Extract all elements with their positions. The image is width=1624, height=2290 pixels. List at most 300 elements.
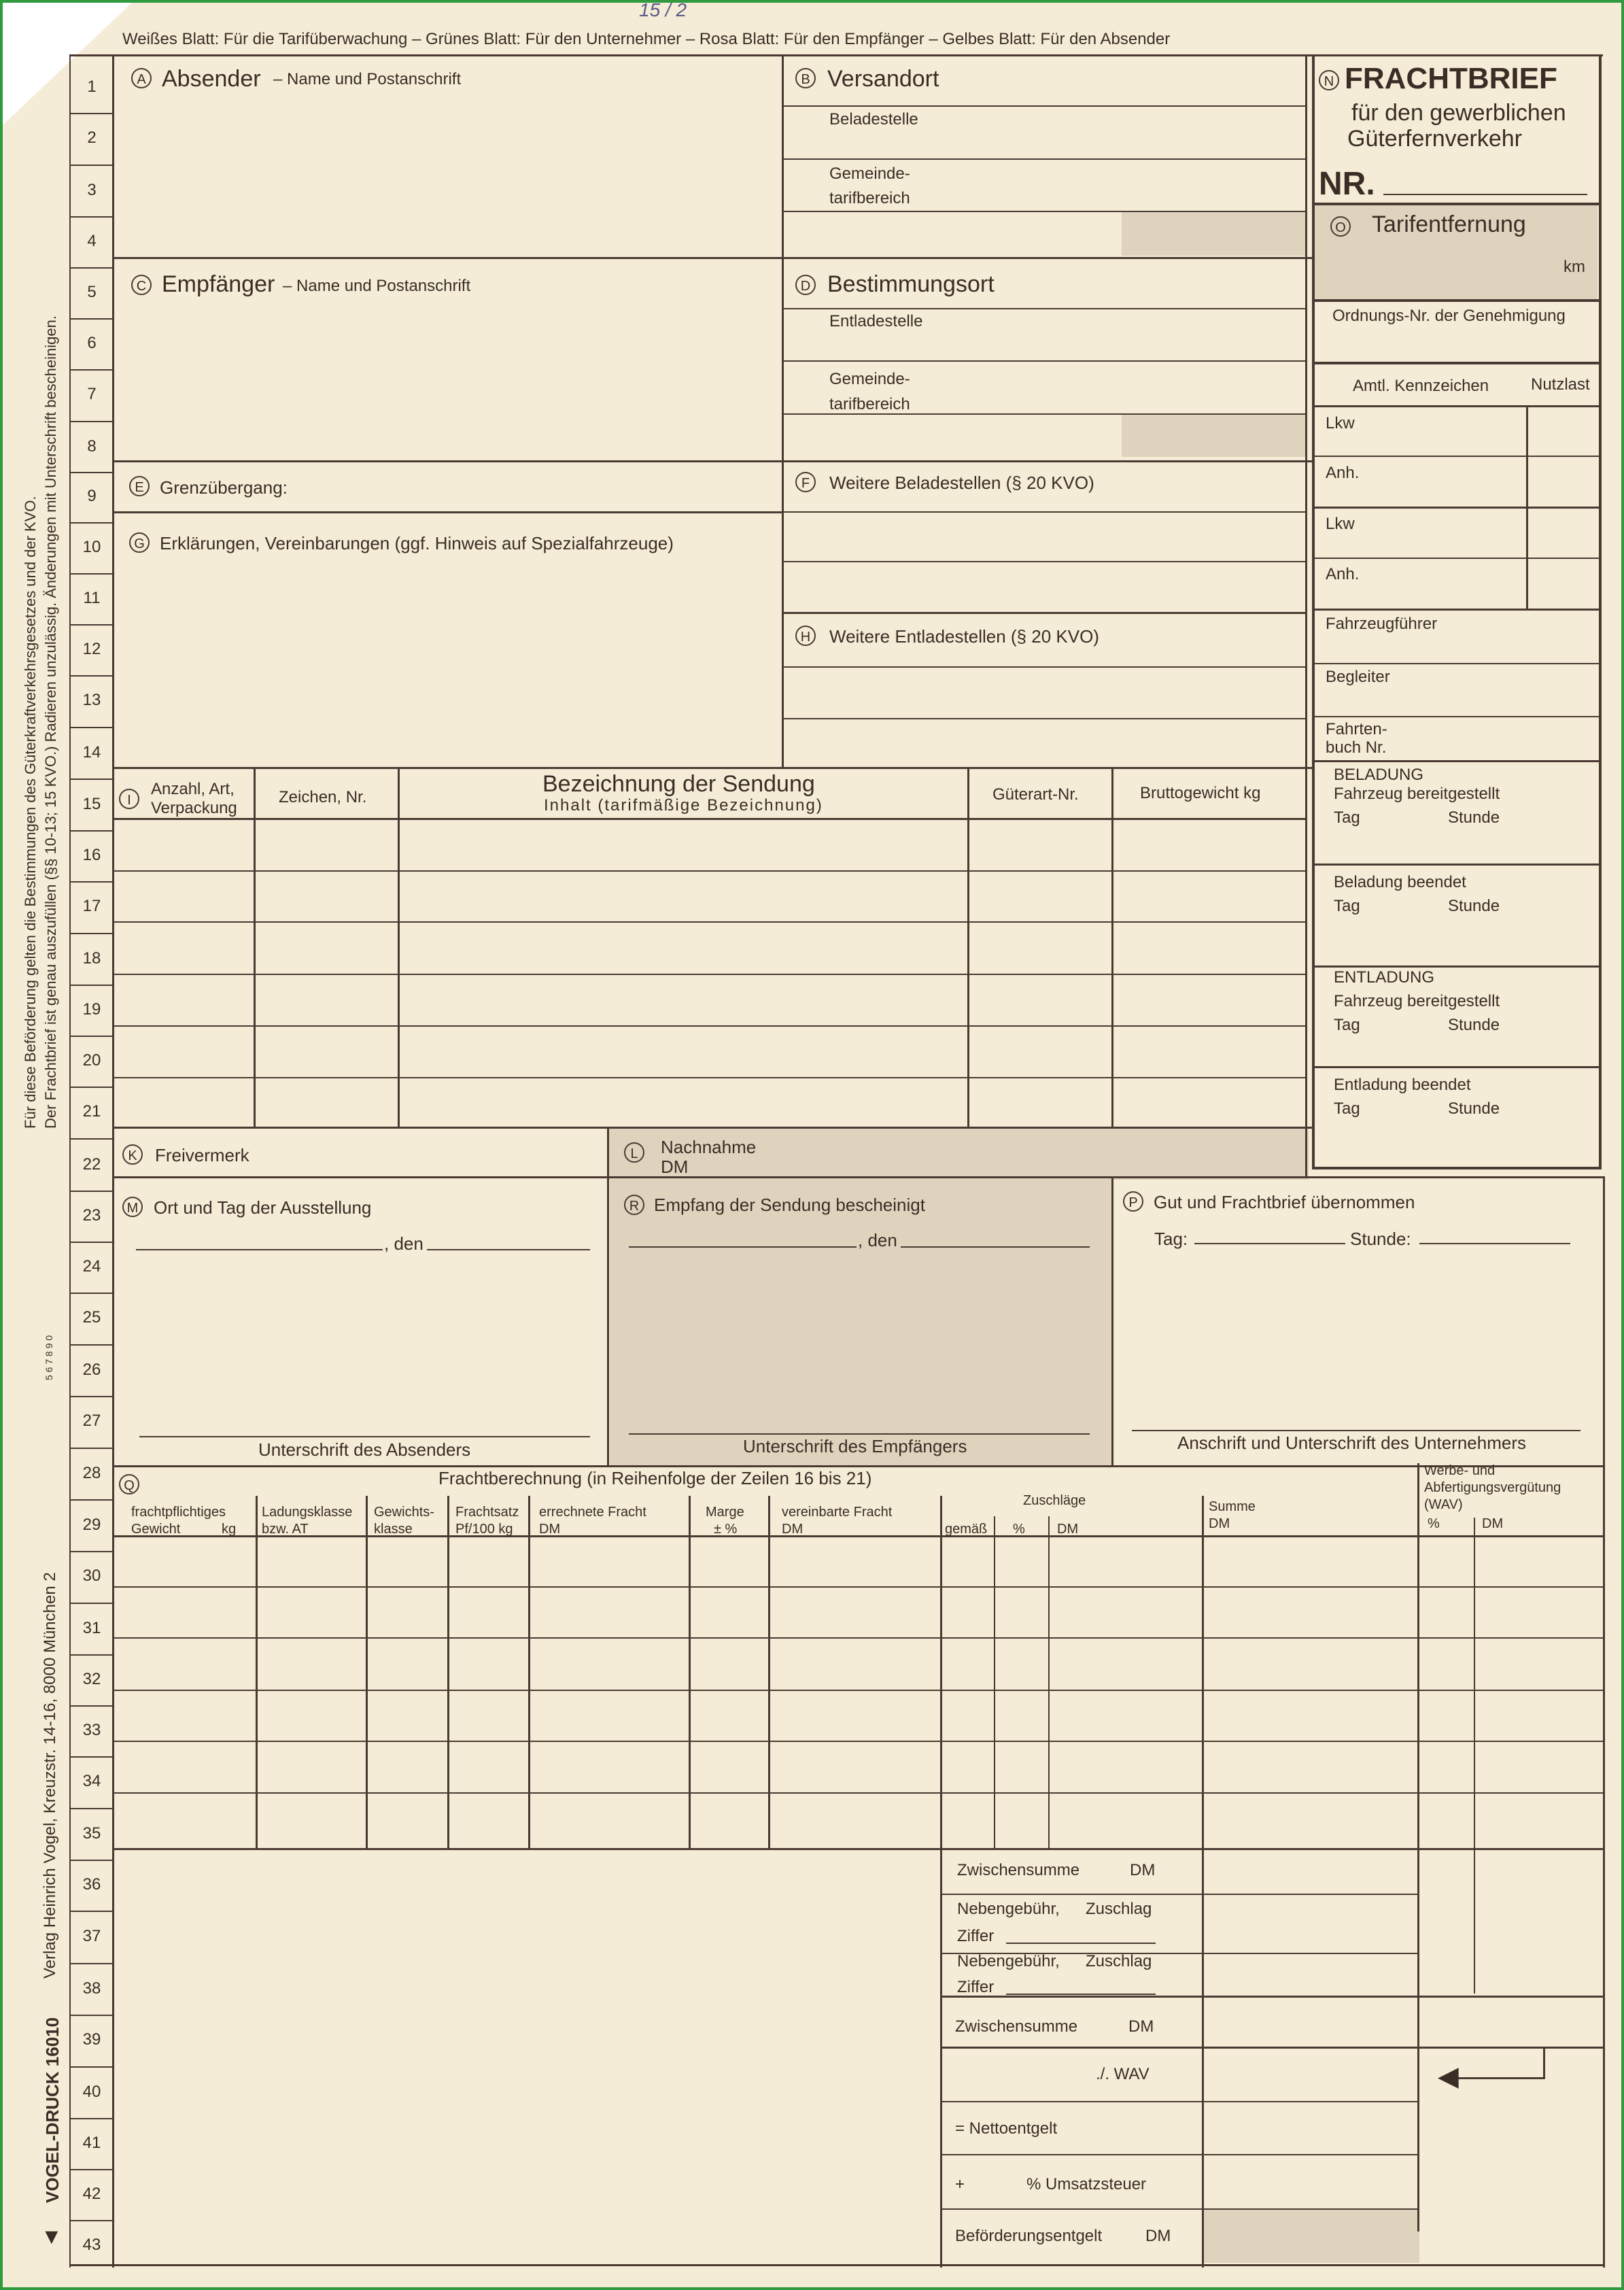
- line: [112, 1741, 1603, 1742]
- beladung-bereit: Fahrzeug bereitgestellt: [1334, 785, 1500, 803]
- row-divider: [71, 1293, 112, 1294]
- line: [768, 1496, 770, 1849]
- nachnahme-unit: DM: [661, 1157, 689, 1177]
- q-wav-pct: %: [1428, 1516, 1440, 1531]
- row-number: 41: [82, 2134, 101, 2152]
- line: [1312, 54, 1315, 1169]
- q-summe-dm: DM: [1209, 1516, 1230, 1531]
- entladung-head: ENTLADUNG: [1334, 968, 1435, 987]
- row-divider: [71, 165, 112, 166]
- befoerderungsentgelt-label: Beförderungsentgelt: [955, 2227, 1103, 2245]
- zuschlag-label: Zuschlag: [1086, 1900, 1152, 1918]
- row-divider: [71, 985, 112, 986]
- q-summe: Summe: [1209, 1499, 1256, 1514]
- sig-unternehmer: Anschrift und Unterschrift des Unternehmers: [1177, 1433, 1526, 1453]
- line: [256, 1496, 258, 1849]
- gemeinde-label: Gemeinde-: [829, 165, 910, 183]
- row-divider: [71, 1551, 112, 1552]
- row-divider: [71, 472, 112, 473]
- col-bruttogewicht: Bruttogewicht kg: [1140, 784, 1261, 802]
- row-divider: [71, 830, 112, 832]
- ort-input-line[interactable]: [136, 1249, 383, 1250]
- lkw-label: Lkw: [1326, 515, 1355, 533]
- row-divider: [71, 1396, 112, 1397]
- den-label: , den: [858, 1230, 897, 1250]
- line: [940, 1894, 1419, 1895]
- col-inhalt: Inhalt (tarifmäßige Bezeichnung): [544, 796, 823, 815]
- ziffer-input-line[interactable]: [1006, 1943, 1156, 1944]
- row-divider: [71, 1654, 112, 1656]
- line: [398, 768, 400, 1129]
- dm-label: DM: [1128, 2017, 1154, 2036]
- row-number: 3: [87, 181, 97, 199]
- row-divider: [71, 2015, 112, 2016]
- circle-letter: E: [129, 476, 150, 496]
- line: [112, 1848, 1603, 1850]
- line: [940, 2047, 1603, 2049]
- line: [1312, 760, 1602, 762]
- line: [784, 718, 1305, 719]
- line: [112, 1176, 1603, 1178]
- line: [689, 1496, 691, 1849]
- line: [1312, 507, 1602, 509]
- entladung-beendet: Entladung beendet: [1334, 1076, 1471, 1094]
- nettoentgelt-label: = Nettoentgelt: [955, 2119, 1058, 2138]
- row-divider: [71, 318, 112, 320]
- circle-letter: N: [1319, 70, 1339, 90]
- grenzuebergang-label: Grenzübergang:: [160, 477, 288, 498]
- row-divider: [71, 1087, 112, 1088]
- row-divider: [71, 1499, 112, 1501]
- tarifbereich-label: tarifbereich: [829, 189, 910, 207]
- line: [1312, 965, 1602, 968]
- circle-letter: K: [122, 1144, 143, 1165]
- line: [940, 2101, 1419, 2102]
- row-number: 2: [87, 129, 97, 147]
- side-number: 5 6 7 8 9 0: [44, 1335, 54, 1380]
- tag-label: Tag:: [1154, 1229, 1188, 1249]
- tag-input-line[interactable]: [1194, 1243, 1345, 1244]
- circle-letter: Q: [119, 1474, 139, 1494]
- row-divider: [71, 1036, 112, 1037]
- frachtbrief-sub1: für den gewerblichen: [1351, 100, 1566, 126]
- line: [112, 257, 1312, 259]
- line: [112, 818, 1305, 820]
- ort-input-line[interactable]: [629, 1246, 857, 1248]
- q-col2: Ladungsklasse: [262, 1505, 353, 1520]
- line: [1312, 1066, 1602, 1068]
- tarifbereich-label: tarifbereich: [829, 395, 910, 413]
- row-number: 31: [82, 1619, 101, 1637]
- circle-letter: O: [1330, 216, 1351, 237]
- logo-icon: ▼: [41, 2224, 63, 2249]
- row-number: 15: [82, 795, 101, 813]
- zuschlag-label: Zuschlag: [1086, 1952, 1152, 1970]
- line: [112, 1465, 1603, 1467]
- col-zeichen: Zeichen, Nr.: [279, 788, 367, 806]
- handwritten-mark: 15 / 2: [639, 0, 687, 20]
- q-col1: frachtpflichtiges: [131, 1505, 226, 1520]
- row-divider: [71, 1963, 112, 1964]
- arrow-line: [1543, 2047, 1545, 2079]
- gut-label: Gut und Frachtbrief übernommen: [1154, 1192, 1415, 1212]
- line: [784, 211, 1305, 212]
- ziffer-label: Ziffer: [957, 1978, 995, 1996]
- anh-label: Anh.: [1326, 464, 1360, 482]
- side-note-2: Der Frachtbrief ist genau auszufüllen (§§ 10-13; 15 KVO.) Radieren unzulässig. Änderungen mit Unterschrift bescheinigen.: [42, 315, 59, 1129]
- line: [1111, 768, 1113, 1129]
- q-gemaess: gemäß: [945, 1522, 988, 1537]
- q-col3: Gewichts-: [374, 1505, 434, 1520]
- line: [366, 1496, 368, 1849]
- line: [112, 974, 1305, 975]
- row-number: 18: [82, 949, 101, 968]
- line: [1312, 203, 1602, 205]
- line: [112, 921, 1305, 923]
- shade-d: [1122, 413, 1305, 457]
- row-divider: [71, 1242, 112, 1243]
- q-col6b: ± %: [714, 1522, 738, 1537]
- q-col3b: klasse: [374, 1522, 413, 1537]
- line: [112, 1690, 1603, 1691]
- row-divider: [71, 369, 112, 371]
- tag-label: Tag: [1334, 1016, 1360, 1034]
- row-divider: [71, 267, 112, 269]
- row-divider: [71, 727, 112, 728]
- begleiter-label: Begleiter: [1326, 668, 1390, 686]
- q-col5: errechnete Fracht: [539, 1505, 646, 1520]
- weitere-entladestellen-label: Weitere Entladestellen (§ 20 KVO): [829, 626, 1099, 647]
- line: [112, 1637, 1603, 1639]
- row-number: 24: [82, 1257, 101, 1276]
- col-verpackung: Verpackung: [151, 799, 237, 817]
- frachtbrief-title: FRACHTBRIEF: [1345, 62, 1557, 95]
- nr-input-line[interactable]: [1383, 194, 1587, 195]
- row-divider: [71, 2118, 112, 2119]
- nutzlast-header: Nutzlast: [1531, 375, 1590, 394]
- side-note-1: Für diese Beförderung gelten die Bestimmungen des Güterkraftverkehrsgesetzes und der KVO.: [22, 496, 39, 1129]
- col-bezeichnung: Bezeichnung der Sendung: [542, 771, 815, 797]
- line: [1603, 1176, 1605, 2268]
- row-number: 17: [82, 897, 101, 915]
- circle-letter: G: [129, 532, 150, 553]
- line: [940, 1996, 1603, 1998]
- row-divider: [71, 624, 112, 626]
- erklaerungen-label: Erklärungen, Vereinbarungen (ggf. Hinweis auf Spezialfahrzeuge): [160, 533, 674, 553]
- circle-letter: P: [1123, 1191, 1143, 1212]
- tag-label: Tag: [1334, 897, 1360, 915]
- stunde-label: Stunde: [1448, 897, 1500, 915]
- circle-letter: F: [795, 472, 816, 492]
- fahrtenbuch-label-2: buch Nr.: [1326, 738, 1387, 757]
- q-col4: Frachtsatz: [455, 1505, 519, 1520]
- row-number: 33: [82, 1721, 101, 1739]
- tag-label: Tag: [1334, 808, 1360, 827]
- weitere-beladestellen-label: Weitere Beladestellen (§ 20 KVO): [829, 473, 1094, 493]
- q-col6: Marge: [706, 1505, 744, 1520]
- shade-bef: [1203, 2210, 1419, 2263]
- line: [112, 1077, 1305, 1078]
- circle-letter: D: [795, 275, 816, 295]
- signature-line[interactable]: [629, 1433, 1090, 1435]
- circle-letter: A: [131, 68, 152, 88]
- row-number: 40: [82, 2083, 101, 2101]
- row-number: 42: [82, 2185, 101, 2203]
- row-divider: [71, 675, 112, 677]
- tag-label: Tag: [1334, 1099, 1360, 1118]
- line: [447, 1496, 449, 1849]
- line: [967, 768, 969, 1129]
- stunde-label: Stunde: [1448, 1099, 1500, 1118]
- line: [784, 666, 1305, 668]
- empfang-label: Empfang der Sendung bescheinigt: [654, 1195, 925, 1215]
- kennzeichen-header: Amtl. Kennzeichen: [1353, 377, 1489, 395]
- den-label: , den: [384, 1233, 424, 1254]
- line: [1305, 54, 1307, 1176]
- line: [784, 360, 1305, 362]
- line: [784, 511, 1305, 513]
- circle-letter: L: [624, 1142, 644, 1163]
- line: [1312, 663, 1602, 664]
- row-divider: [71, 1448, 112, 1449]
- line: [112, 1586, 1603, 1588]
- row-divider: [71, 1138, 112, 1140]
- line: [1599, 54, 1602, 1169]
- line: [1312, 864, 1602, 866]
- line: [1312, 362, 1602, 364]
- row-divider: [71, 113, 112, 114]
- stunde-label: Stunde: [1448, 1016, 1500, 1034]
- q-col7: vereinbarte Fracht: [782, 1505, 893, 1520]
- row-number: 13: [82, 691, 101, 709]
- q-col1c: kg: [222, 1522, 237, 1537]
- row-number: 37: [82, 1927, 101, 1945]
- line: [784, 308, 1305, 309]
- datum-input-line[interactable]: [901, 1246, 1090, 1248]
- line: [69, 2264, 1603, 2266]
- line: [112, 1127, 1312, 1129]
- publisher: Verlag Heinrich Vogel, Kreuzstr. 14-16, 8000 München 2: [41, 1572, 59, 1979]
- row-number: 26: [82, 1361, 101, 1379]
- row-number: 11: [83, 589, 101, 607]
- arrow-line: [1445, 2077, 1545, 2079]
- row-divider: [71, 779, 112, 780]
- ziffer-label: Ziffer: [957, 1927, 995, 1945]
- fahrtenbuch-label: Fahrten-: [1326, 720, 1387, 738]
- empfaenger-sub: – Name und Postanschrift: [283, 277, 471, 295]
- col-anzahl: Anzahl, Art,: [151, 780, 235, 798]
- q-dm: DM: [1057, 1522, 1079, 1537]
- nr-label: NR.: [1319, 166, 1375, 202]
- beladung-beendet: Beladung beendet: [1334, 873, 1466, 891]
- nebengebuehr-label: Nebengebühr,: [957, 1900, 1060, 1918]
- row-divider: [71, 1603, 112, 1604]
- datum-input-line[interactable]: [427, 1249, 590, 1250]
- line: [112, 54, 114, 2268]
- sig-empfaenger: Unterschrift des Empfängers: [743, 1436, 967, 1456]
- circle-letter: M: [122, 1197, 143, 1217]
- shade-r: [610, 1180, 1111, 1465]
- beladestelle-label: Beladestelle: [829, 110, 918, 129]
- line: [1312, 456, 1602, 457]
- row-divider: [71, 2066, 112, 2068]
- line: [112, 460, 1312, 462]
- q-col5b: DM: [539, 1522, 561, 1537]
- arrow-left-icon: ◀: [1438, 2062, 1459, 2091]
- q-col1b: Gewicht: [131, 1522, 181, 1537]
- row-number: 5: [87, 283, 97, 301]
- nachnahme-label: Nachnahme: [661, 1137, 757, 1157]
- line: [782, 54, 784, 768]
- stunde-label: Stunde:: [1350, 1229, 1411, 1249]
- row-number: 28: [82, 1464, 101, 1482]
- line: [1474, 1518, 1475, 1994]
- row-number: 19: [82, 1000, 101, 1019]
- line: [112, 870, 1305, 872]
- row-divider: [71, 2169, 112, 2170]
- stunde-input-line[interactable]: [1419, 1243, 1570, 1244]
- plus-label: +: [955, 2175, 965, 2193]
- ort-tag-label: Ort und Tag der Ausstellung: [154, 1197, 372, 1218]
- row-number: 43: [82, 2236, 101, 2254]
- line: [784, 561, 1305, 562]
- line: [994, 1516, 995, 1849]
- line: [1312, 716, 1602, 717]
- stunde-label: Stunde: [1448, 808, 1500, 827]
- row-number: 35: [82, 1824, 101, 1843]
- q-col2b: bzw. AT: [262, 1522, 309, 1537]
- row-divider: [71, 421, 112, 422]
- q-wav: Werbe- und: [1424, 1463, 1496, 1478]
- line: [940, 1496, 942, 2268]
- absender-title: Absender: [162, 66, 261, 92]
- row-divider: [71, 1860, 112, 1861]
- row-divider: [71, 1756, 112, 1758]
- circle-letter: B: [795, 68, 816, 88]
- entladung-bereit: Fahrzeug bereitgestellt: [1334, 992, 1500, 1010]
- row-divider: [71, 1808, 112, 1809]
- row-number: 25: [82, 1308, 101, 1327]
- absender-sub: – Name und Postanschrift: [273, 70, 462, 88]
- row-number: 39: [82, 2030, 101, 2049]
- line: [1312, 1167, 1602, 1169]
- q-wav-dm: DM: [1482, 1516, 1504, 1531]
- sig-absender: Unterschrift des Absenders: [258, 1439, 471, 1460]
- line: [1417, 1463, 1419, 2232]
- row-number: 4: [87, 232, 97, 250]
- line: [112, 1792, 1603, 1794]
- line: [1312, 558, 1602, 559]
- row-number: 7: [87, 385, 97, 403]
- row-number: 23: [82, 1206, 101, 1225]
- row-number: 36: [82, 1875, 101, 1894]
- line: [784, 612, 1305, 614]
- line: [69, 54, 71, 2268]
- circle-letter: C: [131, 275, 152, 295]
- line: [112, 1535, 1603, 1537]
- row-divider: [71, 216, 112, 218]
- signature-line[interactable]: [139, 1436, 590, 1437]
- ordnungs-label: Ordnungs-Nr. der Genehmigung: [1332, 307, 1566, 325]
- q-col7b: DM: [782, 1522, 804, 1537]
- row-number: 32: [82, 1670, 101, 1688]
- bestimmungsort-title: Bestimmungsort: [827, 271, 995, 297]
- versandort-title: Versandort: [827, 66, 939, 92]
- nebengebuehr-label: Nebengebühr,: [957, 1952, 1060, 1970]
- row-number: 29: [82, 1516, 101, 1534]
- circle-letter: I: [119, 789, 139, 809]
- col-gueterart: Güterart-Nr.: [992, 785, 1079, 804]
- line: [112, 1025, 1305, 1027]
- line: [112, 511, 784, 513]
- zwischensumme-label: Zwischensumme: [957, 1861, 1080, 1879]
- row-number: 20: [82, 1051, 101, 1070]
- row-divider: [71, 573, 112, 575]
- circle-letter: R: [624, 1195, 644, 1215]
- lkw-label: Lkw: [1326, 414, 1355, 432]
- row-divider: [71, 1911, 112, 1912]
- row-number: 30: [82, 1567, 101, 1585]
- circle-letter: H: [795, 626, 816, 646]
- row-divider: [71, 2220, 112, 2221]
- row-divider: [71, 933, 112, 934]
- line: [528, 1496, 530, 1849]
- line: [1048, 1516, 1050, 1849]
- empfaenger-title: Empfänger: [162, 271, 275, 297]
- line: [112, 767, 1312, 769]
- row-number: 27: [82, 1412, 101, 1430]
- row-number: 1: [87, 78, 97, 96]
- signature-line[interactable]: [1132, 1430, 1580, 1431]
- line: [1312, 609, 1602, 611]
- q-wav-3: (WAV): [1424, 1497, 1463, 1512]
- row-divider: [71, 522, 112, 524]
- line: [940, 2154, 1419, 2155]
- row-divider: [71, 1705, 112, 1707]
- frachtbrief-sub2: Güterfernverkehr: [1347, 126, 1522, 152]
- q-wav-2: Abfertigungsvergütung: [1424, 1480, 1561, 1495]
- line: [1312, 405, 1602, 407]
- row-number: 16: [82, 846, 101, 864]
- form-code: VOGEL-DRUCK 16010: [42, 2017, 63, 2203]
- row-divider: [71, 1191, 112, 1192]
- row-number: 12: [82, 640, 101, 658]
- row-number: 10: [82, 538, 101, 556]
- row-number: 6: [87, 334, 97, 352]
- row-number: 8: [87, 437, 97, 456]
- row-number: 22: [82, 1155, 101, 1174]
- q-zuschlaege: Zuschläge: [1023, 1493, 1086, 1508]
- ziffer-input-line[interactable]: [1006, 1994, 1156, 1995]
- q-prozent: %: [1013, 1522, 1025, 1537]
- top-note: Weißes Blatt: Für die Tarifüberwachung – Grünes Blatt: Für den Unternehmer – Rosa Blatt: Für den Empfänger – Gelbes Blatt: Für den Absender: [122, 30, 1171, 48]
- beladung-head: BELADUNG: [1334, 766, 1424, 784]
- anh-label: Anh.: [1326, 565, 1360, 583]
- frachtberechnung-title: Frachtberechnung (in Reihenfolge der Zeilen 16 bis 21): [438, 1468, 872, 1488]
- km-unit: km: [1563, 258, 1585, 276]
- line: [784, 158, 1305, 160]
- line: [1111, 1176, 1113, 1467]
- wav-label: ./. WAV: [1096, 2065, 1150, 2083]
- line: [254, 768, 256, 1129]
- zwischensumme-label: Zwischensumme: [955, 2017, 1078, 2036]
- gemeinde-label: Gemeinde-: [829, 370, 910, 388]
- q-col4b: Pf/100 kg: [455, 1522, 513, 1537]
- line: [1202, 1496, 1204, 2268]
- row-divider: [71, 881, 112, 883]
- line: [784, 105, 1305, 107]
- row-divider: [71, 1344, 112, 1346]
